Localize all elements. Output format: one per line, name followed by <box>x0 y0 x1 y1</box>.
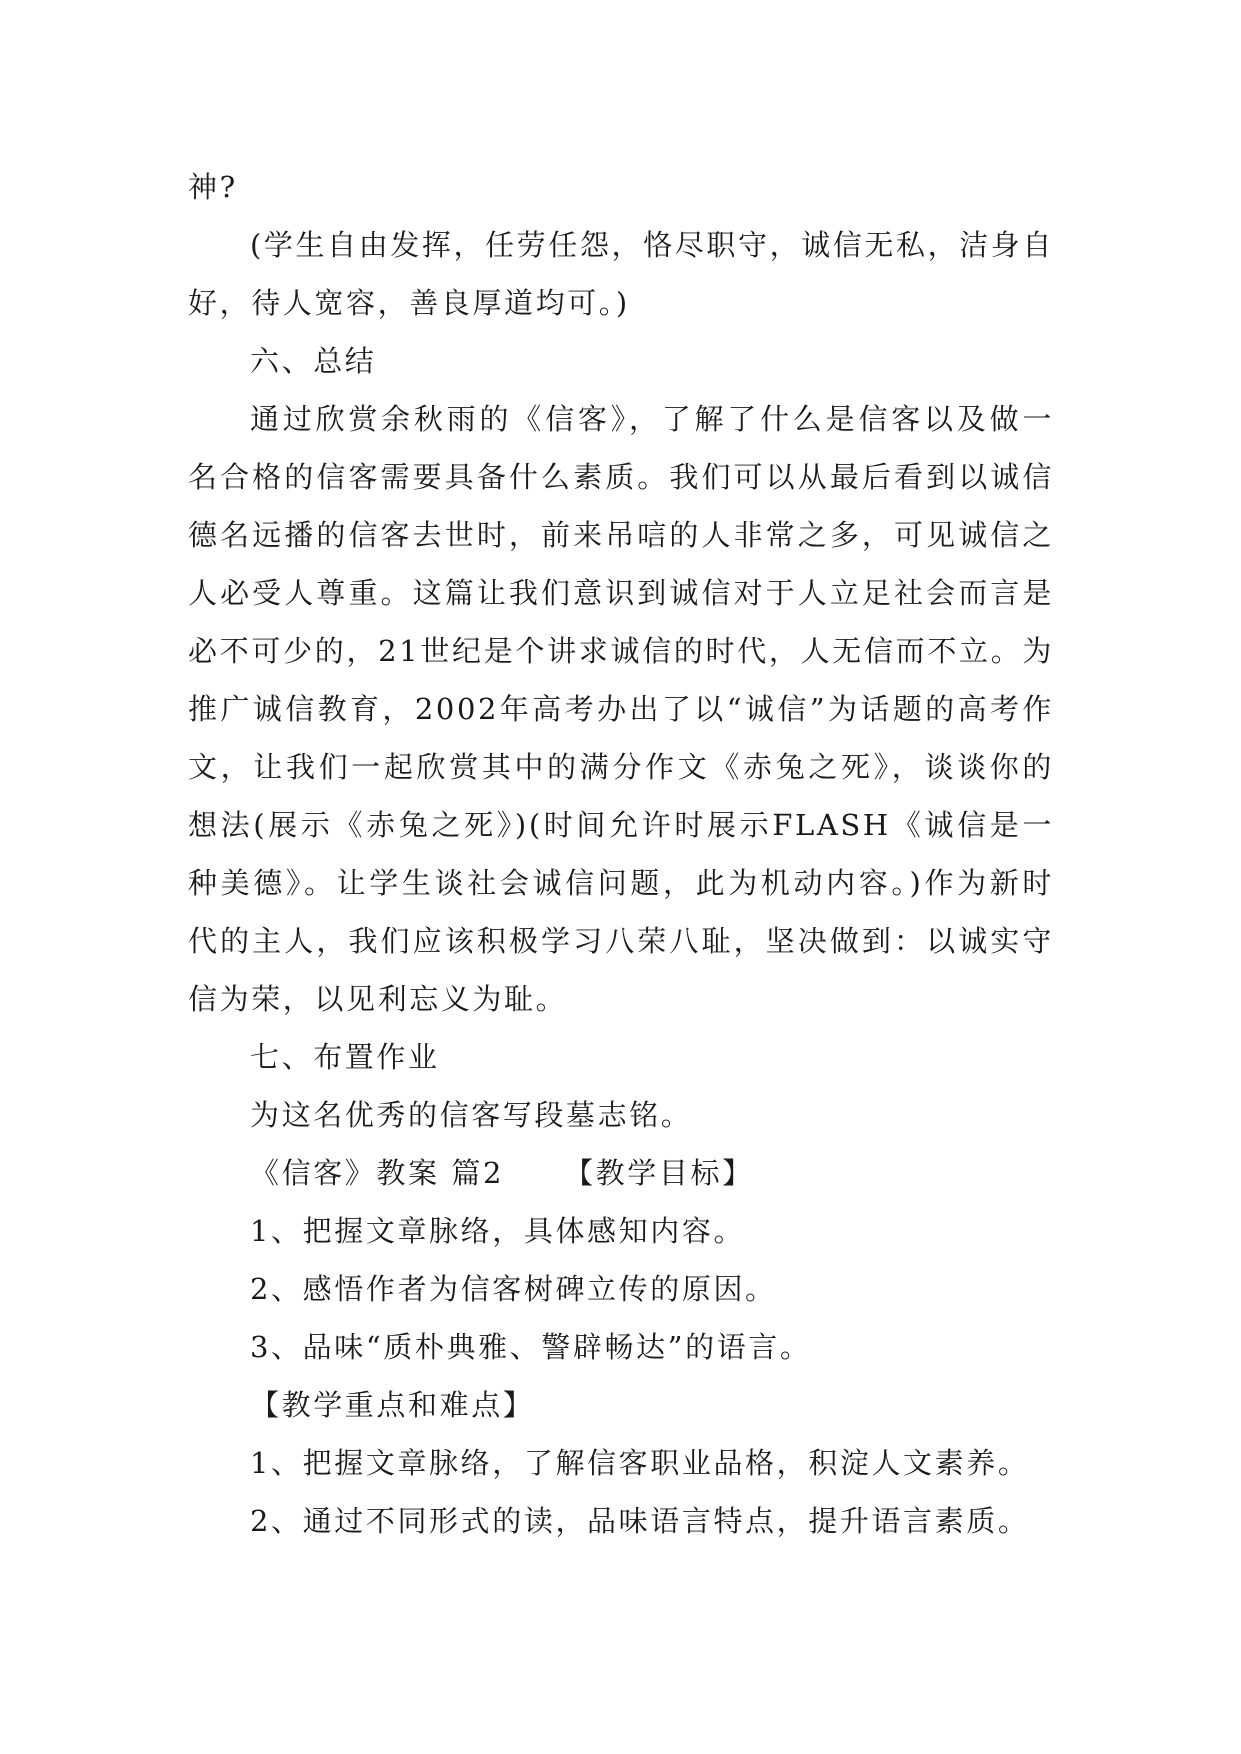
heading-summary: 六、总结 <box>250 344 377 378</box>
teaching-objectives-heading: 【教学目标】 <box>564 1156 754 1190</box>
heading-homework: 七、布置作业 <box>250 1040 440 1074</box>
paragraph-question-end: 神? <box>188 170 238 204</box>
key-difficult-points-heading: 【教学重点和难点】 <box>250 1388 535 1422</box>
paragraph-student-answer: (学生自由发挥，任劳任怨，恪尽职守，诚信无私，洁身自好，待人宽容，善良厚道均可。) <box>188 228 1054 320</box>
key-point-item-2: 2、通过不同形式的读，品味语言特点，提升语言素质。 <box>250 1504 1030 1538</box>
objective-item-2: 2、感悟作者为信客树碑立传的原因。 <box>250 1272 777 1306</box>
paragraph-homework: 为这名优秀的信客写段墓志铭。 <box>250 1098 693 1132</box>
document-body <box>188 158 1054 1550</box>
key-point-item-1: 1、把握文章脉络，了解信客职业品格，积淀人文素养。 <box>250 1446 1030 1480</box>
paragraph-summary: 通过欣赏余秋雨的《信客》，了解了什么是信客以及做一名合格的信客需要具备什么素质。我们可以从最后看到以诚信德名远播的信客去世时，前来吊唁的人非常之多，可见诚信之人必受人尊重。这篇让我们意识到诚信对于人立足社会而言是必不可少的，21世纪是个讲求诚信的时代，人无信而不立。为推广诚信教育，2002年高考办出了以“诚信”为话题的高考作文，让我们一起欣赏其中的满分作文《赤兔之死》，谈谈你的想法(展示《赤兔之死》)(时间允许时展示FLASH《诚信是一种美德》。让学生谈社会诚信问题，此为机动内容。)作为新时代的主人，我们应该积极学习八荣八耻，坚决做到：以诚实守信为荣，以见利忘义为耻。 <box>188 402 1054 1016</box>
objective-item-3: 3、品味“质朴典雅、警辟畅达”的语言。 <box>250 1330 812 1364</box>
lesson-plan-2-title: 《信客》教案 篇2 <box>250 1156 505 1190</box>
lesson-plan-2-line <box>188 1144 1054 1202</box>
objective-item-1: 1、把握文章脉络，具体感知内容。 <box>250 1214 746 1248</box>
